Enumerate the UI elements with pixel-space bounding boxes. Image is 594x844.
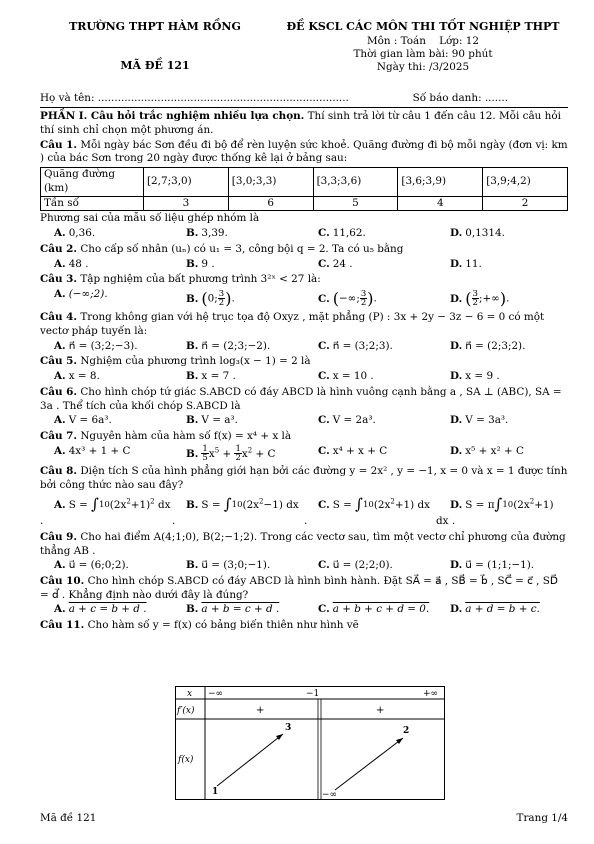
bbt-x-label: x <box>187 689 193 699</box>
table-cell-interval-2: [3,0;3,3) <box>228 168 313 196</box>
table-header-frequency: Tần số <box>41 196 144 211</box>
table-cell-freq-5: 2 <box>483 196 568 211</box>
variation-table <box>175 686 445 800</box>
option-d[interactable]: D. ( $\frac{3}{2}$ ;+∞). <box>450 288 510 309</box>
question-10-text: Cho hình chóp S.ABCD có đáy ABCD là hình bình hành. Đặt SA⃗ = a⃗ , SB⃗ = b⃗ , SC⃗ = c⃗ , SD⃗ = d⃗ . Khẳng định nào dưới đây là đúng? <box>40 574 558 601</box>
header-right <box>278 16 568 74</box>
option-c[interactable]: C. x⁴ + x + C <box>318 444 388 457</box>
question-8-text: Diện tích S của hình phẳng giới hạn bởi các đường y = 2x² , y = −1, x = 0 và x = 1 được tính bởi công thức nào sau đây? <box>40 464 568 491</box>
question-10: Câu 10. Cho hình chóp S.ABCD có đáy ABCD là hình bình hành. Đặt SA⃗ = a⃗ , SB⃗ = b⃗ , SC⃗ = c⃗ , SD⃗ = d⃗ . Khẳng định nào dưới đây là đúng? <box>40 574 558 601</box>
frequency-table <box>40 167 568 211</box>
exam-title: ĐỀ KSCL CÁC MÔN THI TỐT NGHIỆP THPT <box>286 20 560 33</box>
table-cell-interval-3: [3,3;3,6) <box>313 168 398 196</box>
question-3: Câu 3. Tập nghiệm của bất phương trình 3²ˣ < 27 là: <box>40 273 321 286</box>
option-b[interactable]: B. (0; $\frac{3}{2}$ ). <box>186 288 235 309</box>
option-d[interactable]: D. 11. <box>450 257 482 270</box>
option-c[interactable]: C. V = 2a³. <box>318 414 376 427</box>
header-rule <box>40 107 568 108</box>
table-row-frequency <box>41 196 568 211</box>
option-d[interactable]: D. V = 3a³. <box>450 414 509 427</box>
option-b[interactable]: B. n⃗ = (2;3;−2). <box>186 339 271 352</box>
question-4-text: Trong không gian với hệ trục tọa độ Oxyz , mặt phẳng (P) : 3x + 2y − 3z − 6 = 0 có một vectơ pháp tuyến là: <box>40 311 545 337</box>
option-b[interactable]: B. 3,39. <box>186 227 228 240</box>
exam-header <box>40 16 568 74</box>
option-a[interactable]: A. a + c = b + d . <box>54 603 147 616</box>
table-cell-freq-3: 5 <box>313 196 398 211</box>
option-c[interactable]: C. $S = \int 10(2x^2+1)$ dx . <box>304 495 431 528</box>
part1-instruction: Thí sinh trả lời từ câu 1 đến câu 12. Mỗi câu hỏi thí sinh chỉ chọn một phương án. <box>40 110 561 136</box>
option-d[interactable]: D. 0,1314. <box>450 227 505 240</box>
option-a[interactable]: A. 0,36. <box>54 227 96 240</box>
table-header-distance: Quãng đường (km) <box>41 168 144 196</box>
question-5-text: Nghiệm của phương trình log₃(x − 1) = 2 là <box>77 355 311 368</box>
variation-table-border <box>176 687 445 800</box>
bbt-f-value-2: 2 <box>403 726 410 736</box>
table-cell-interval-4: [3,6;3,9) <box>398 168 483 196</box>
student-id-field[interactable]: Số báo danh: ....... <box>412 91 508 104</box>
question-8-options <box>40 495 568 529</box>
question-7-options <box>40 445 568 463</box>
question-11-text: Cho hàm số y = f(x) có bảng biến thiên như hình vẽ <box>84 619 359 632</box>
option-b[interactable]: B. $\frac{1}{5}$ $x^5$ + $\frac{1}{2}$ $x^2 + C$ <box>186 443 276 464</box>
question-2-text: Cho cấp số nhân (uₙ) có u₁ = 3, công bội q = 2. Ta có u₅ bằng <box>77 242 404 255</box>
bbt-x-minus-inf: −∞ <box>208 689 224 699</box>
subject-line: Môn : Toán Lớp: 12 <box>366 34 479 47</box>
question-11: Câu 11. Cho hàm số y = f(x) có bảng biến thiên như hình vẽ <box>40 619 359 632</box>
option-a[interactable]: A. u⃗ = (6;0;2). <box>54 559 129 572</box>
option-a[interactable]: A. n⃗ = (3;2;−3). <box>54 339 138 352</box>
option-d[interactable]: D. a + d = b + c. <box>450 603 540 616</box>
bbt-fprime-label: f′(x) <box>177 706 195 716</box>
date-line: Ngày thi: /3/2025 <box>376 60 470 73</box>
option-a[interactable]: A. V = 6a³. <box>54 414 112 427</box>
bbt-f-value-3: 3 <box>285 723 292 733</box>
option-d[interactable]: D. u⃗ = (1;1;−1). <box>450 559 535 572</box>
option-b[interactable]: B. a + b = c + d . <box>186 603 280 616</box>
school-name: TRƯỜNG THPT HÀM RỒNG <box>69 20 241 33</box>
option-b[interactable]: B. $S = \int 10(2x^2-1)$ dx . <box>172 495 299 528</box>
option-a[interactable]: A. (−∞;2). <box>54 288 108 301</box>
option-c[interactable]: C. x = 10 . <box>318 370 374 383</box>
question-9-text: Cho hai điểm A(4;1;0), B(2;−1;2). Trong các vectơ sau, tìm một vectơ chỉ phương của đường thẳng AB . <box>40 530 566 557</box>
question-1-label: Câu 1. <box>40 138 78 151</box>
bbt-sign-1: + <box>256 705 265 716</box>
question-2: Câu 2. Cho cấp số nhân (uₙ) có u₁ = 3, công bội q = 2. Ta có u₅ bằng <box>40 242 404 255</box>
exam-code: MÃ ĐỀ 121 <box>120 58 190 72</box>
option-b[interactable]: B. x = 7 . <box>186 370 236 383</box>
part1-heading <box>40 110 568 137</box>
exam-page <box>40 16 568 633</box>
variation-arrow-1 <box>217 734 283 786</box>
option-c[interactable]: C. u⃗ = (2;2;0). <box>318 559 393 572</box>
bbt-x-plus-inf: +∞ <box>423 689 439 699</box>
option-a[interactable]: A. 48 . <box>54 257 89 270</box>
option-d[interactable]: D. x⁵ + x² + C <box>450 444 524 457</box>
page-footer <box>40 812 568 826</box>
question-1-text: Mỗi ngày bác Sơn đều đi bộ để rèn luyện sức khoẻ. Quãng đường đi bộ mỗi ngày (đơn vị: km ) của bác Sơn trong 20 ngày được thống kê lại ở bảng sau: <box>40 138 568 165</box>
question-9: Câu 9. Cho hai điểm A(4;1;0), B(2;−1;2). Trong các vectơ sau, tìm một vectơ chỉ phương của đường thẳng AB . <box>40 530 566 557</box>
option-d[interactable]: D. n⃗ = (2;3;2). <box>450 339 526 352</box>
question-2-options <box>40 258 568 272</box>
question-7-text: Nguyên hàm của hàm số f(x) = x⁴ + x là <box>77 430 292 443</box>
table-cell-freq-4: 4 <box>398 196 483 211</box>
question-9-options <box>40 559 568 573</box>
question-5: Câu 5. Nghiệm của phương trình log₃(x − 1) = 2 là <box>40 355 311 368</box>
question-8: Câu 8. Diện tích S của hình phẳng giới hạn bởi các đường y = 2x² , y = −1, x = 0 và x = 1 được tính bởi công thức nào sau đây? <box>40 464 568 491</box>
option-c[interactable]: C. (−∞; $\frac{3}{2}$ ). <box>318 288 377 309</box>
option-b[interactable]: B. u⃗ = (3;0;−1). <box>186 559 271 572</box>
footer-exam-code: Mã đề 121 <box>40 812 97 824</box>
option-b[interactable]: B. V = a³. <box>186 414 238 427</box>
table-cell-interval-5: [3,9;4,2) <box>483 168 568 196</box>
question-7: Câu 7. Nguyên hàm của hàm số f(x) = x⁴ + x là <box>40 430 292 443</box>
option-c[interactable]: C. 24 . <box>318 257 353 270</box>
question-1 <box>40 139 568 166</box>
table-cell-freq-1: 3 <box>144 196 229 211</box>
question-4-options <box>40 340 568 354</box>
question-6-options <box>40 414 568 428</box>
question-6: Câu 6. Cho hình chóp tứ giác S.ABCD có đáy ABCD là hình vuông cạnh bằng a , SA ⊥ (ABC), SA = 3a . Thể tích của khối chóp S.ABCD là <box>40 385 562 412</box>
footer-page-number: Trang 1/4 <box>516 812 568 824</box>
question-1-after: Phương sai của mẫu số liệu ghép nhóm là <box>40 212 260 225</box>
table-row-distance <box>41 168 568 196</box>
part1-title: PHẦN I. Câu hỏi trắc nghiệm nhiều lựa chọn. <box>40 110 305 123</box>
variation-table-svg <box>175 686 445 800</box>
option-a[interactable]: A. x = 8. <box>54 370 100 383</box>
question-10-options <box>40 603 568 617</box>
bbt-f-label: f(x) <box>178 755 194 765</box>
table-cell-freq-2: 6 <box>228 196 313 211</box>
time-line: Thời gian làm bài: 90 phút <box>353 47 493 60</box>
variation-arrow-2 <box>335 738 403 790</box>
option-c[interactable]: C. a + b + c + d = 0. <box>318 603 430 616</box>
option-d[interactable]: D. $S = \pi\int 10(2x^2+1)$ dx . <box>436 495 554 528</box>
question-3-options <box>40 288 568 309</box>
option-c[interactable]: C. n⃗ = (3;2;3). <box>318 339 393 352</box>
header-left <box>40 16 270 74</box>
bbt-f-value-minus-inf: −∞ <box>322 790 338 800</box>
student-name-field[interactable]: Họ và tên: ............................................................................ <box>40 91 349 104</box>
question-3-text: Tập nghiệm của bất phương trình 3²ˣ < 27 là: <box>77 273 321 286</box>
option-a[interactable]: A. 4x³ + 1 + C <box>54 444 131 457</box>
question-1-options <box>40 227 568 241</box>
question-4: Câu 4. Trong không gian với hệ trục tọa độ Oxyz , mặt phẳng (P) : 3x + 2y − 3z − 6 = 0 có một vectơ pháp tuyến là: <box>40 311 545 337</box>
bbt-sign-2: + <box>376 705 385 716</box>
question-6-text: Cho hình chóp tứ giác S.ABCD có đáy ABCD là hình vuông cạnh bằng a , SA ⊥ (ABC), SA = 3a . Thể tích của khối chóp S.ABCD là <box>40 385 562 412</box>
student-info <box>40 92 568 106</box>
option-a[interactable]: A. $S = \int 10(2x^2+1)^2$ dx . <box>40 495 171 528</box>
option-d[interactable]: D. x = 9 . <box>450 370 500 383</box>
option-c[interactable]: C. 11,62. <box>318 227 366 240</box>
question-5-options <box>40 370 568 384</box>
option-b[interactable]: B. 9 . <box>186 257 215 270</box>
table-cell-interval-1: [2,7;3,0) <box>144 168 229 196</box>
bbt-x-minus-one: −1 <box>306 689 320 699</box>
bbt-f-value-1: 1 <box>212 787 219 797</box>
